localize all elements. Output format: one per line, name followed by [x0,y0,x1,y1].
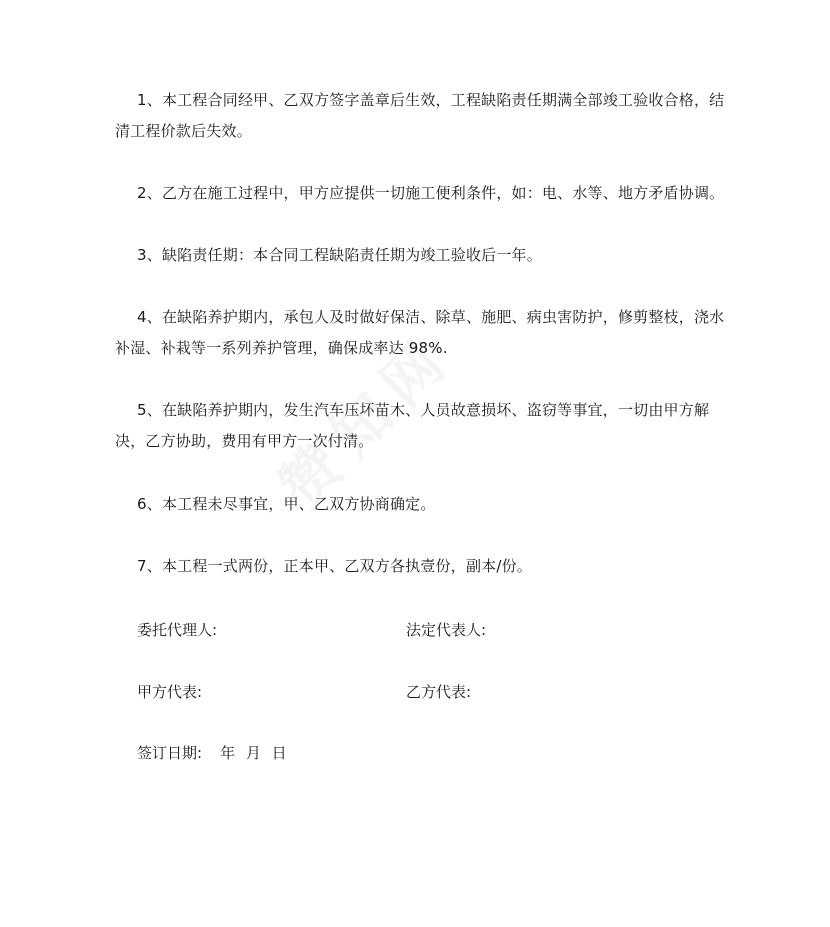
clause-3: 3、缺陷责任期：本合同工程缺陷责任期为竣工验收后一年。 [137,246,542,264]
clause-5: 5、在缺陷养护期内，发生汽车压坏苗木、人员故意损坏、盗窃等事宜，一切由甲方解决，乙方协助，费用有甲方一次付清。 [115,401,710,450]
party-b-representative-label: 乙方代表: [406,683,472,701]
clause-4: 4、在缺陷养护期内，承包人及时做好保洁、除草、施肥、病虫害防护，修剪整枝，浇水补湿、补栽等一系列养护管理，确保成率达 98%. [115,308,725,357]
legal-representative-label: 法定代表人: [406,621,487,639]
signing-date-value: 年 月 日 [220,744,287,762]
party-a-representative-label: 甲方代表: [137,683,203,701]
clause-1: 1、本工程合同经甲、乙双方签字盖章后生效，工程缺陷责任期满全部竣工验收合格，结清工程价款后失效。 [115,91,725,140]
signing-date-row [137,741,737,765]
agent-label: 委托代理人: [137,621,218,639]
clause-6: 6、本工程未尽事宜，甲、乙双方协商确定。 [137,495,436,513]
signing-date-label: 签订日期: [137,744,203,762]
signature-row-1 [137,618,737,642]
signature-row-2 [137,680,737,704]
signing-date [137,741,287,765]
clause-7: 7、本工程一式两份，正本甲、乙双方各执壹份，副本/份。 [137,557,532,575]
clause-2: 2、乙方在施工过程中，甲方应提供一切施工便利条件，如：电、水等、地方矛盾协调。 [137,184,725,202]
